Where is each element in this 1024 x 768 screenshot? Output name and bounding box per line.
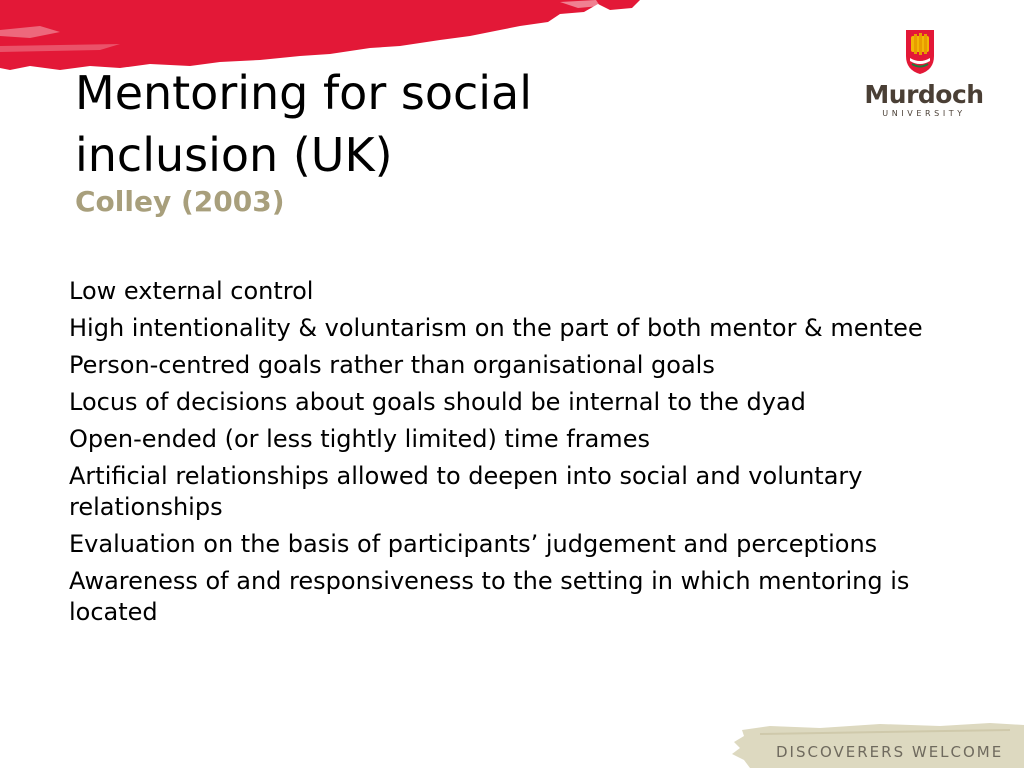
list-item: Open-ended (or less tightly limited) time frames xyxy=(69,425,650,453)
slide-subtitle: Colley (2003) xyxy=(75,185,285,218)
list-item: Locus of decisions about goals should be internal to the dyad xyxy=(69,388,806,416)
list-item: Evaluation on the basis of participants’ judgement and perceptions xyxy=(69,530,878,558)
list-item: Low external control xyxy=(69,277,314,305)
list-item: Person-centred goals rather than organisational goals xyxy=(69,351,715,379)
murdoch-logo xyxy=(862,28,986,124)
bullet-list xyxy=(69,276,959,634)
list-item: Awareness of and responsiveness to the setting in which mentoring is located xyxy=(69,567,910,626)
banner-text: DISCOVERERS WELCOME xyxy=(776,743,1004,761)
slide-title: Mentoring for social inclusion (UK) xyxy=(75,66,533,182)
list-item: Artificial relationships allowed to deepen into social and voluntary relationships xyxy=(69,462,863,521)
logo-name: Murdoch xyxy=(864,80,984,109)
list-item: High intentionality & voluntarism on the part of both mentor & mentee xyxy=(69,314,923,342)
crest-icon xyxy=(904,28,936,76)
logo-subtitle: UNIVERSITY xyxy=(882,109,966,118)
